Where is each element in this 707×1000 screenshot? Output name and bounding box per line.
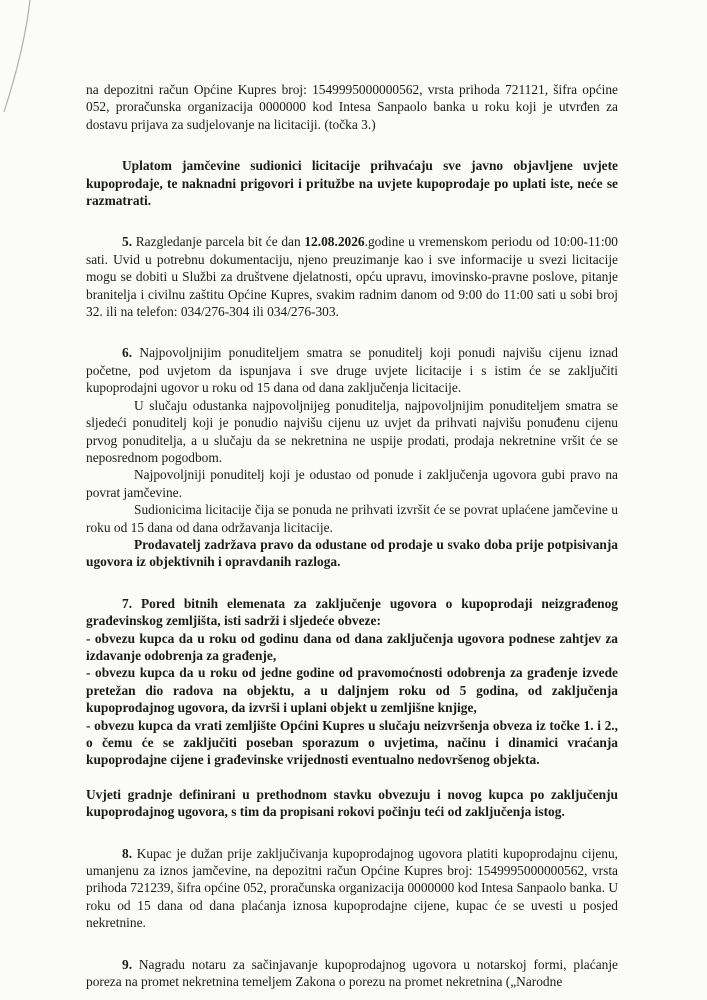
obligation-item-1: - obvezu kupca da u roku od godinu dana od dana zaključenja ugovora podnese zahtjev za izdavanje odobrenja za građenje, xyxy=(86,630,618,663)
scan-corner-line xyxy=(0,0,60,120)
paragraph-deposit-account: na depozitni račun Općine Kupres broj: 1549995000000562, vrsta prihoda 721121, šifra općine 052, proračunska organizacija 0000000 kod Intesa Sanpaolo banka u roku koji je utvrđen za dostavu prijava za sudjelovanje na licitaciji. (točka 3.) xyxy=(86,82,618,132)
paragraph-loses-guarantee: Najpovoljniji ponuditelj koji je odustao od ponude i zaključenja ugovora gubi pravo na povrat jamčevine. xyxy=(86,467,618,500)
paragraph-6-best-bidder: 6. Najpovoljnijim ponuditeljem smatra se ponuditelj koji ponudi najvišu cijenu iznad početne, pod uvjetom da ispunjava i sve druge uvjete licitacije i s istim će se zaključiti kupoprodajni ugovor u roku od 15 dana od dana zaključenja licitacije. xyxy=(86,345,618,396)
paragraph-withdrawal: U slučaju odustanka najpovoljnijeg ponuditelja, najpovoljnijim ponuditeljem smatra se sljedeći ponuditelj koji je ponudio najvišu cijenu uz uvjet da prihvati najvišu ponuđenu cijenu prvog ponuditelja, a u slučaju da se nekretnina ne uspije prodati, prodaja nekretnine vršit će se neposrednom pogodbom. xyxy=(86,397,618,465)
paragraph-seller-right: Prodavatelj zadržava pravo da odustane od prodaje u svako doba prije potpisivanja ugovora iz objektivnih i opravdanih razloga. xyxy=(86,536,618,570)
paragraph-9-notary: 9. Nagradu notaru za sačinjavanje kupoprodajnog ugovora u notarskoj formi, plaćanje poreza na promet nekretnina temeljem Zakona o porezu na promet nekretnina („Narodne xyxy=(86,956,618,990)
section-number: 8. xyxy=(122,845,133,861)
section-number: 6. xyxy=(122,345,133,361)
paragraph-refund: Sudionicima licitacije čija se ponuda ne prihvati izvršit će se povrat uplaćene jamčevine u roku od 15 dana od dana održavanja licitacije. xyxy=(86,502,618,535)
document-body xyxy=(86,81,618,990)
paragraph-guarantee-acceptance: Uplatom jamčevine sudionici licitacije prihvaćaju sve javno objavljene uvjete kupoprodaje, te naknadni prigovori i pritužbe na uvjete kupoprodaje po uplati iste, neće se razmatrati. xyxy=(86,158,618,209)
section-number: 9. xyxy=(122,956,133,972)
obligation-item-3: - obvezu kupca da vrati zemljište Općini Kupres u slučaju neizvršenja obveza iz točke 1. i 2., o čemu će se zaključiti poseban sporazum o uvjetima, načinu i dinamici vraćanja kupoprodajne cijene i građevinske vrijednosti eventualno nedovršenog objekta. xyxy=(86,717,618,768)
inspection-date: 12.08.2026 xyxy=(304,234,365,250)
paragraph-8-payment: 8. Kupac je dužan prije zaključivanja kupoprodajnog ugovora platiti kupoprodajnu cijenu, umanjenu za iznos jamčevine, na depozitni račun Općine Kupres broj: 1549995000000562, vrsta prihoda 721239, šifra općine 052, proračunska organizacija 0000000 kod Intesa Sanpaolo banka. U roku od 15 dana od dana plaćanja iznosa kupoprodajne cijene, kupac će se uvesti u posjed nekretnine. xyxy=(86,845,618,931)
paragraph-5-inspection: 5. Razgledanje parcela bit će dan 12.08.2026.godine u vremenskom periodu od 10:00-11:00 sati. Uvid u potrebnu dokumentaciju, njeno preuzimanje kao i sve informacije u svezi licitacije mogu se dobiti u Službi za društvene djelatnosti, opću upravu, imovinsko-pravne poslove, pitanje branitelja i civilnu zaštitu Općine Kupres, svakim radnim danom od 9:00 do 11:00 sati u sobi broj 32. ili na telefon: 034/276-304 ili 034/276-303. xyxy=(86,234,618,320)
section-number: 5. xyxy=(122,234,133,250)
paragraph-7-obligations: 7. Pored bitnih elemenata za zaključenje ugovora o kupoprodaji neizgrađenog građevinskog zemljišta, isti sadrži i sljedeće obveze: xyxy=(86,595,618,629)
obligation-item-2: - obvezu kupca da u roku od jedne godine od pravomoćnosti odobrenja za građenje izvede pretežan dio radova na objektu, a u daljnjem roku od 5 godina, od zaključenja kupoprodajnog ugovora, da izvrši i uplani objekt u zemljišne knjige, xyxy=(86,665,618,716)
paragraph-building-conditions: Uvjeti gradnje definirani u prethodnom stavku obvezuju i novog kupca po zaključenju kupoprodajnog ugovora, s tim da propisani rokovi počinju teći od zaključenja istog. xyxy=(86,786,618,820)
